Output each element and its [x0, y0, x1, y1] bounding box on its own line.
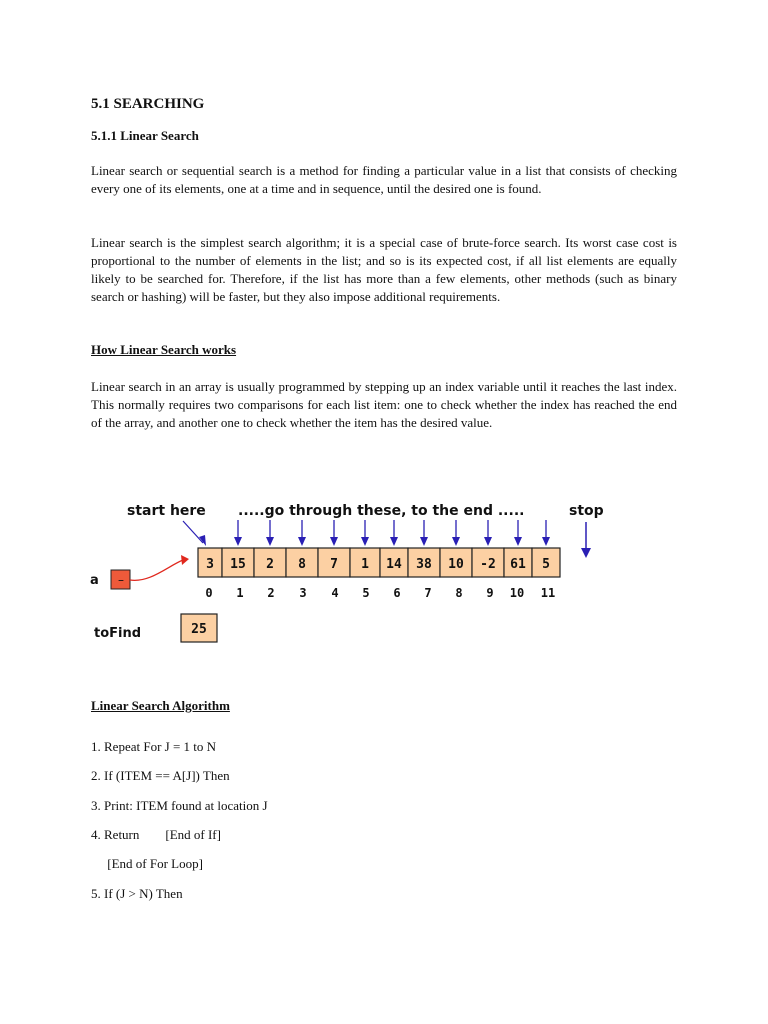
array-cell-value: -2 [480, 557, 496, 572]
algorithm-step: 2. If (ITEM == A[J]) Then [91, 768, 230, 783]
array-index: 2 [267, 586, 275, 600]
array-index: 6 [393, 586, 401, 600]
array-index: 8 [455, 586, 463, 600]
array-cell-value: 38 [416, 557, 432, 572]
iteration-arrow-head [266, 537, 274, 546]
array-cell-value: 5 [542, 557, 550, 572]
stop-arrow-head [581, 548, 591, 558]
algorithm-heading: Linear Search Algorithm [91, 698, 230, 713]
iteration-arrow-head [330, 537, 338, 546]
array-cell-value: 14 [386, 557, 402, 572]
iteration-arrow-head [361, 537, 369, 546]
array-index: 5 [362, 586, 370, 600]
array-variable-label: a [90, 573, 99, 588]
stop-label: stop [569, 503, 604, 519]
subsection-title: 5.1.1 Linear Search [91, 128, 199, 143]
array-cell-value: 10 [448, 557, 464, 572]
iteration-arrow-head [452, 537, 460, 546]
array-reference-arrow-head [181, 555, 189, 565]
tofind-label: toFind [94, 626, 142, 641]
array-index: 0 [205, 586, 213, 600]
array-cell-value: 2 [266, 557, 274, 572]
array-index: 3 [299, 586, 307, 600]
iteration-arrow-head [514, 537, 522, 546]
iteration-arrow-head [420, 537, 428, 546]
algorithm-step: 4. Return [End of If] [91, 827, 221, 842]
array-pointer-symbol: – [118, 573, 124, 587]
iteration-arrow-head [234, 537, 242, 546]
algorithm-step: [End of For Loop] [91, 856, 203, 871]
array-cell-value: 61 [510, 557, 526, 572]
array-cells [198, 548, 560, 577]
iteration-arrow-head [390, 537, 398, 546]
tofind-value: 25 [191, 622, 207, 637]
how-paragraph: Linear search in an array is usually programmed by stepping up an index variable until it reaches the last index. This normally requires two comparisons for each list item: one to check whether the index has reached the end of the array, and another one to check whether the item has the desired value. [91, 379, 677, 430]
array-index: 1 [236, 586, 244, 600]
array-index: 10 [509, 586, 525, 600]
how-heading: How Linear Search works [91, 342, 237, 357]
algorithm-step: 3. Print: ITEM found at location J [91, 798, 268, 813]
start-here-label: start here [127, 503, 206, 519]
array-index: 4 [331, 586, 339, 600]
array-reference-arrow [130, 560, 183, 580]
array-cell-value: 3 [206, 557, 214, 572]
array-cell-value: 7 [330, 557, 338, 572]
array-cell-value: 8 [298, 557, 306, 572]
array-index: 9 [486, 586, 494, 600]
complexity-paragraph: Linear search is the simplest search algorithm; it is a special case of brute-force search. Its worst case cost is proportional to the number of elements in the list; and so is its expected cost, if all list elements are equally likely to be searched for. Therefore, if the list has more than a few elements, other methods (such as binary search or hashing) will be faster, but they also impose additional requirements. [91, 235, 677, 304]
iteration-arrow-head [484, 537, 492, 546]
iteration-arrows [234, 520, 550, 546]
array-cell-value: 1 [361, 557, 369, 572]
array-cell-value: 15 [230, 557, 246, 572]
array-indices [205, 586, 555, 600]
section-title: 5.1 SEARCHING [91, 96, 205, 112]
array-index: 7 [424, 586, 432, 600]
algorithm-step: 1. Repeat For J = 1 to N [91, 739, 217, 754]
start-arrow [183, 521, 203, 543]
array-index: 11 [540, 586, 556, 600]
go-through-label: .....go through these, to the end ..... [238, 503, 525, 519]
iteration-arrow-head [298, 537, 306, 546]
algorithm-step: 5. If (J > N) Then [91, 886, 183, 901]
intro-paragraph: Linear search or sequential search is a method for finding a particular value in a list that consists of checking every one of its elements, one at a time and in sequence, until the desired one is found. [91, 163, 677, 196]
iteration-arrow-head [542, 537, 550, 546]
